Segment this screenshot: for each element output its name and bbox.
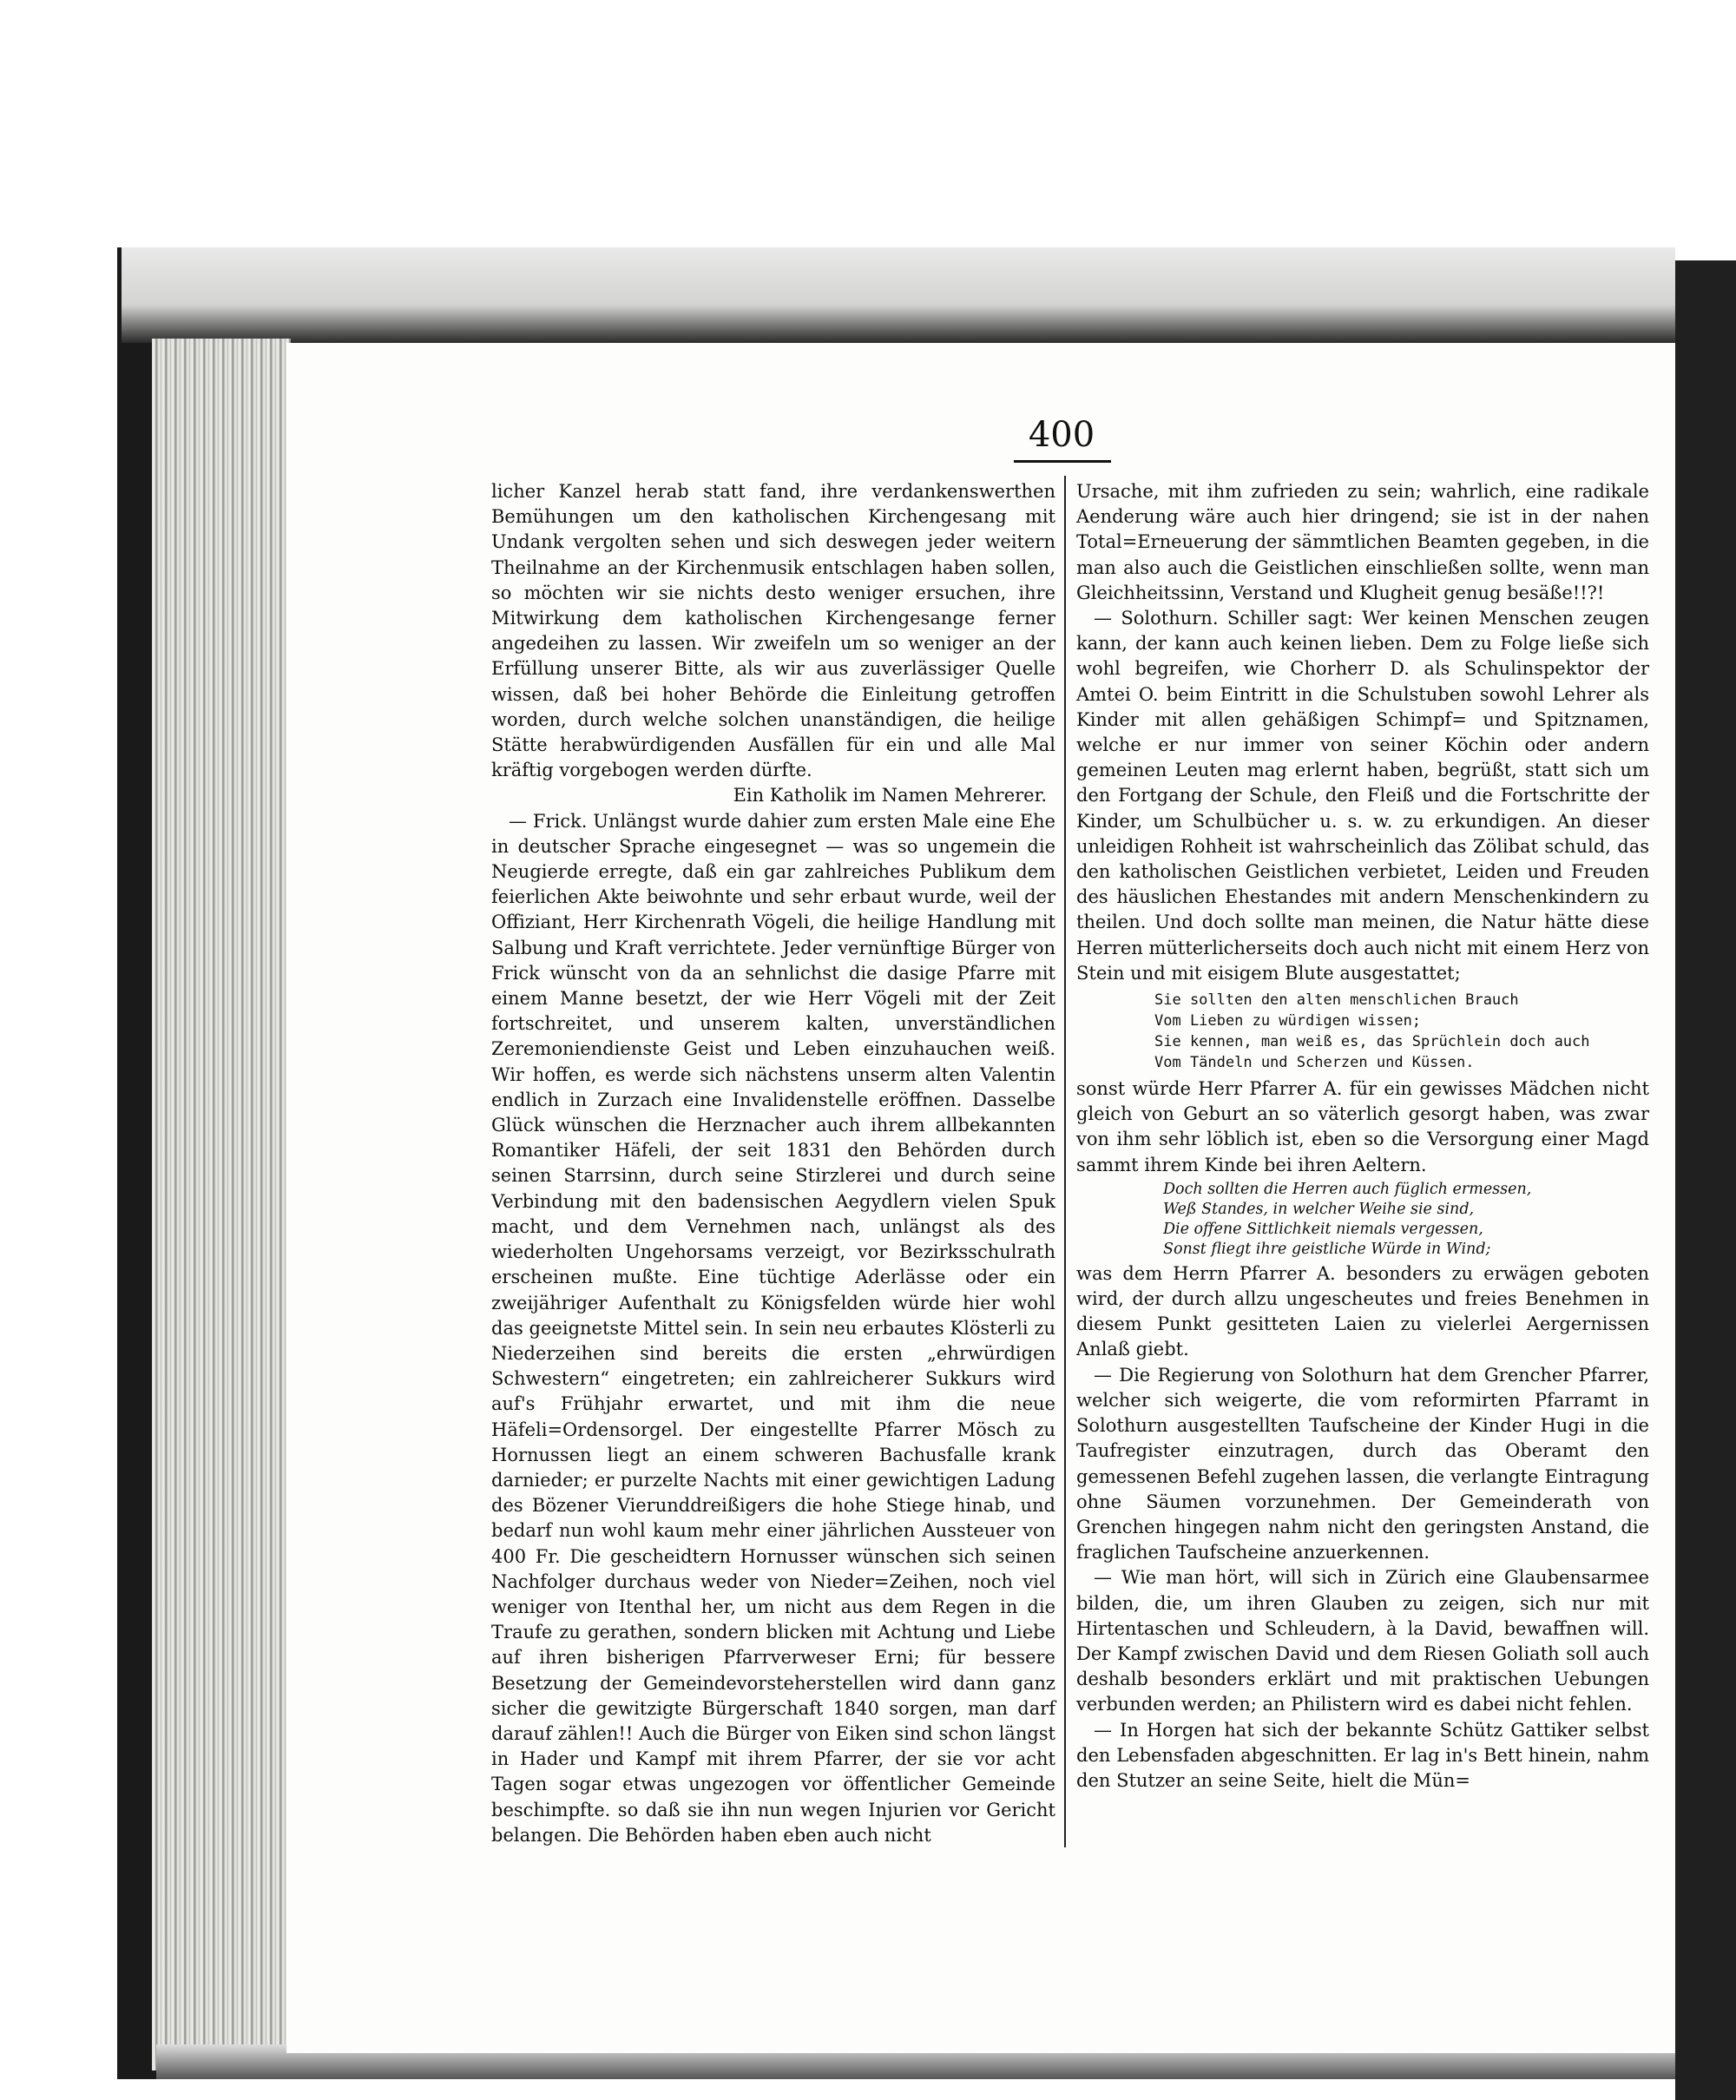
right-paragraph-regierung: — Die Regierung von Solothurn hat dem Grencher Pfarrer, welcher sich weigerte, die vom reformirten Pfarramt in Solothurn ausgestellten Taufscheine der Kinder Hugi in die Taufregister einzutragen, durch das Oberamt den gemessenen Befehl zugehen lassen, die verlangte Eintragung ohne Säumen vorzunehmen. Der Gemeinderath von Grenchen hingegen nahm nicht den geringsten Anstand, die fraglichen Taufscheine anzuerkennen. [1076,1364,1649,1563]
right-paragraph-solothurn: — Solothurn. Schiller sagt: Wer keinen Menschen zeugen kann, der kann auch keinen lieben. Dem zu Folge ließe sich wohl begreifen, wie Chorherr D. als Schulinspektor der Amtei O. beim Eintritt in die Schulstuben sowohl Lehrer als Kinder mit allen gehäßigen Schimpf= und Spitznamen, welche er nur immer von seiner Köchin oder andern gemeinen Leuten mag erlernt haben, begrüßt, statt sich um den Fortgang der Schule, den Fleiß und die Fortschritte der Kinder, um Schulbücher u. s. w. zu erkundigen. An dieser unleidigen Rohheit ist wahrscheinlich das Zölibat schuld, das den katholischen Geistlichen verbietet, Leiden und Freuden des häuslichen Ehestandes mit andern Menschenkindern zu theilen. Und doch sollte man meinen, die Natur hätte diese Herren mütterlicherseits doch auch nicht mit einem Herz von Stein und mit eisigem Blute ausgestattet; [1076,608,1649,984]
right-paragraph-4: was dem Herrn Pfarrer A. besonders zu erwägen geboten wird, der durch allzu ungescheutes und freies Benehmen in diesem Punkt gesitteten Laien zu vielerlei Aergernissen Anlaß giebt. [1076,1262,1649,1360]
book-right-binding [1675,260,1736,2100]
right-paragraph-1: Ursache, mit ihm zufrieden zu sein; wahrlich, eine radikale Aenderung wäre auch hier dringend; sie ist in der nahen Total=Erneuerung der sämmtlichen Beamten gegeben, in die man also auch die Geistlichen einschließen sollte, wenn man Gleichheitssinn, Verstand und Klugheit genug besäße!!?! [1076,481,1649,603]
right-paragraph-3: sonst würde Herr Pfarrer A. für ein gewisses Mädchen nicht gleich von Geburt an so väterlich gesorgt haben, was zwar von ihm sehr löblich ist, eben so die Versorgung einer Magd sammt ihrem Kinde bei ihren Aeltern. [1076,1078,1649,1175]
poem-2 [1076,1180,1649,1260]
right-paragraph-zuerich: — Wie man hört, will sich in Zürich eine Glaubensarmee bilden, die, um ihren Glauben zu zeigen, sich nur mit Hirtentaschen und Schleudern, à la David, bewaffnen will. Der Kampf zwischen David und dem Riesen Goliath soll auch deshalb besonders erklärt und mit praktischen Uebungen verbunden werden; an Philistern wird es dabei nicht fehlen. [1076,1567,1649,1715]
poem-1-line: Sie kennen, man weiß es, das Sprüchlein doch auch [1154,1033,1590,1051]
scan-top-left-shadow [117,247,156,2079]
left-paragraph-frick: — Frick. Unlängst wurde dahier zum ersten Male eine Ehe in deutscher Sprache eingesegnet — was so ungemein die Neugierde erregte, daß ein gar zahlreiches Publikum dem feierlichen Akte beiwohnte und sehr erbaut wurde, weil der Offiziant, Herr Kirchenrath Vögeli, die heilige Handlung mit Salbung und Kraft verrichtete. Jeder vernünftige Bürger von Frick wünscht von da an sehnlichst die dasige Pfarre mit einem Manne besetzt, der wie Herr Vögeli mit der Zeit fortschreitet, und unserem kalten, unverständlichen Zeremoniendienste Geist und Leben einzuhauchen weiß. Wir hoffen, es werde sich nächstens unserm alten Valentin endlich in Zurzach eine Invalidenstelle eröffnen. Dasselbe Glück wünschen die Herznacher auch ihrem allbekannten Romantiker Häfeli, der seit 1831 den Behörden durch seinen Starrsinn, durch seine Stirzlerei und durch seine Verbindung mit den badensischen Aegydlern vielen Spuk macht, und dem Vernehmen nach, unlängst als des wiederholten Ungehorsams verzeigt, vor Bezirksschulrath erscheinen mußte. Eine tüchtige Aderlässe oder ein zweijähriger Aufenthalt zu Königsfelden würde hier wohl das geeignetste Mittel sein. In sein neu erbautes Klösterli zu Niederzeihen sind bereits die ersten „ehrwürdigen Schwestern“ eingetreten; ein zahlreicherer Sukkurs wird auf's Frühjahr erwartet, und mit ihm die neue Häfeli=Ordensorgel. Der eingestellte Pfarrer Mösch zu Hornussen liegt an einem schweren Bachusfalle krank darnieder; er purzelte Nachts mit einer gewichtigen Ladung des Bözener Vierunddreißigers die hohe Stiege hinab, und bedarf nun wohl kaum mehr einer jährlichen Aussteuer von 400 Fr. Die gescheidtern Hornusser wünschen sich seinen Nachfolger durchaus weder von Nieder=Zeihen, noch viel weniger von Itenthal her, um nicht aus dem Regen in die Traufe zu gerathen, sondern blicken mit Achtung und Liebe auf ihren bisherigen Pfarrverweser Erni; für bessere Besetzung der Gemeindevorsteherstellen wird dann ganz sicher die gewitzigte Bürgerschaft 1840 sorgen, man darf darauf zählen!! Auch die Bürger von Eiken sind schon längst in Hader und Kampf mit ihrem Pfarrer, der sie vor acht Tagen sogar etwas ungezogen vor öffentlicher Gemeinde beschimpfte. so daß sie ihn nun wegen Injurien vor Gericht belangen. Die Behörden haben eben auch nicht [491,810,1055,1846]
left-column [491,479,1055,1848]
poem-2-line: Doch sollten die Herren auch füglich ermessen, [1163,1180,1532,1198]
page-number-rule [1014,460,1111,463]
poem-1-line: Vom Tändeln und Scherzen und Küssen. [1154,1054,1475,1072]
poem-2-line: Die offene Sittlichkeit niemals vergessen, [1163,1220,1483,1238]
signature: Ein Katholik im Namen Mehrerer. [733,785,1047,806]
poem-2-line: Sonst fliegt ihre geistliche Würde in Wind; [1163,1240,1491,1258]
book-page-edges [152,339,291,2070]
right-paragraph-horgen: — In Horgen hat sich der bekannte Schütz Gattiker selbst den Lebensfaden abgeschnitten. Er lag in's Bett hinein, nahm den Stutzer an seine Seite, hielt die Mün= [1076,1719,1649,1791]
poem-1-line: Sie sollten den alten menschlichen Brauch [1154,991,1519,1010]
right-column [1076,479,1649,1794]
poem-2-line: Weß Standes, in welcher Weihe sie sind, [1163,1200,1475,1218]
page-top-shadow [122,247,1675,343]
left-paragraph-1: licher Kanzel herab statt fand, ihre verdankenswerthen Bemühungen um den katholischen Kirchengesang mit Undank vergolten sehen und sich deswegen jeder weitern Theilnahme an der Kirchenmusik entschlagen haben sollen, so möchten wir sie nichts desto weniger ersuchen, ihre Mitwirkung dem katholischen Kirchengesange ferner angedeihen zu lassen. Wir zweifeln um so weniger an der Erfüllung unserer Bitte, als wir aus zuverlässiger Quelle wissen, daß bei hoher Behörde die Einleitung getroffen worden, durch welche solchen unanständigen, die heilige Stätte herabwürdigenden Ausfällen für ein und alle Mal kräftig vorgebogen werden dürfte. [491,481,1055,781]
column-divider [1064,476,1066,1847]
poem-1-line: Vom Lieben zu würdigen wissen; [1154,1012,1422,1030]
page-number: 400 [1028,415,1095,455]
poem-1 [1076,990,1649,1073]
